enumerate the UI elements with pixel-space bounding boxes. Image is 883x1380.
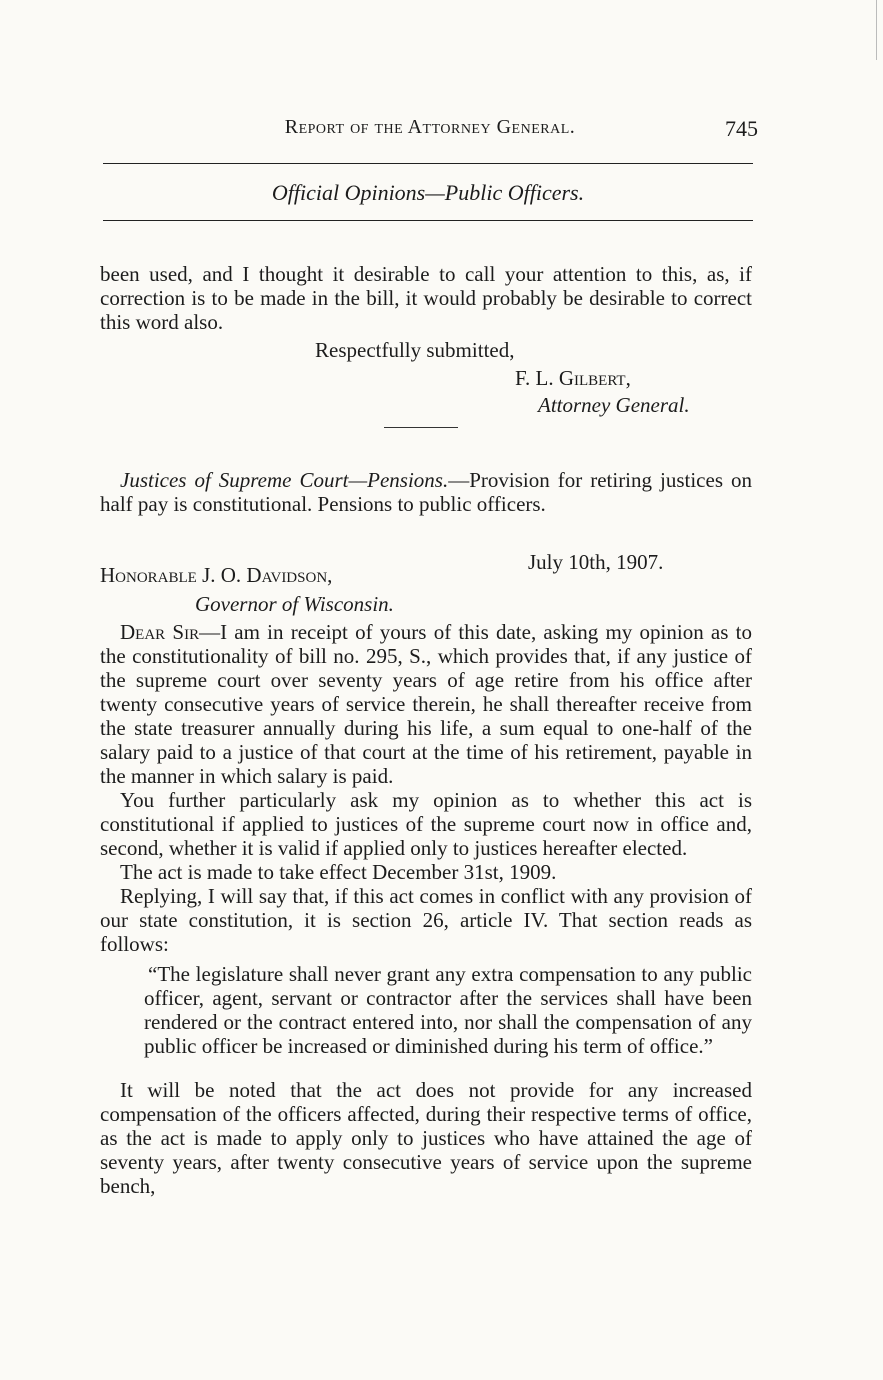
headnote xyxy=(100,468,752,516)
quoted-section: “The legislature shall never grant any extra compensation to any public officer, agent, servant or contractor after the services shall have been rendered or the contract entered into, nor shall the compensation of any public officer be increased or diminished during his term of office.” xyxy=(144,962,752,1058)
headnote-text: —Provision for retiring justices on half pay is constitutional. Pensions to public officers. xyxy=(100,468,752,516)
separator-rule xyxy=(384,427,458,428)
headnote-topic: Justices of Supreme Court—Pensions. xyxy=(120,468,449,492)
header-rule-bottom xyxy=(103,220,753,221)
opinion-body xyxy=(100,620,752,1198)
page-number: 745 xyxy=(725,116,758,141)
paragraph-3: The act is made to take effect December 31st, 1909. xyxy=(120,860,557,884)
addressee-title: Governor of Wisconsin. xyxy=(195,592,394,616)
paragraph-1-text: —I am in receipt of yours of this date, asking my opinion as to the constitutionality of bill no. 295, S., which provides that, if any justice of the supreme court over seventy years of age retire from his office after twenty consecutive years of service therein, he shall thereafter receive from the state treasurer annually during his life, a sum equal to one-half of the salary paid to a justice of that court at the time of his retirement, payable in the manner in which salary is paid. xyxy=(100,620,752,788)
section-title: Official Opinions—Public Officers. xyxy=(271,180,585,205)
signer-title: Attorney General. xyxy=(538,393,690,417)
paragraph-5: It will be noted that the act does not provide for any increased compensation of the officers affected, during their respective terms of office, as the act is made to apply only to justices who have attained the age of seventy years, after twenty consecutive years of service upon the supreme bench, xyxy=(100,1078,752,1198)
continuation-paragraph xyxy=(100,262,752,334)
valediction: Respectfully submitted, xyxy=(315,338,515,362)
running-title: Report of the Attorney General. xyxy=(284,116,576,138)
paragraph-4: Replying, I will say that, if this act comes in conflict with any provision of our state constitution, it is section 26, article IV. That section reads as follows: xyxy=(100,884,752,956)
salutation: Dear Sir xyxy=(120,620,200,644)
page-edge-line xyxy=(876,0,877,60)
opinion-date: July 10th, 1907. xyxy=(528,550,664,574)
header-rule-top xyxy=(103,163,753,164)
addressee-name: Honorable J. O. Davidson, xyxy=(100,563,333,587)
running-head xyxy=(100,112,760,144)
continuation-text: been used, and I thought it desirable to call your attention to this, as, if correction is to be made in the bill, it would probably be desirable to correct this word also. xyxy=(100,262,752,334)
signer-name: F. L. Gilbert, xyxy=(515,366,631,390)
paragraph-1 xyxy=(100,620,752,788)
paragraph-2: You further particularly ask my opinion as to whether this act is constitutional if applied to justices of the supreme court now in office and, second, whether it is valid if applied only to justices hereafter elected. xyxy=(100,788,752,860)
